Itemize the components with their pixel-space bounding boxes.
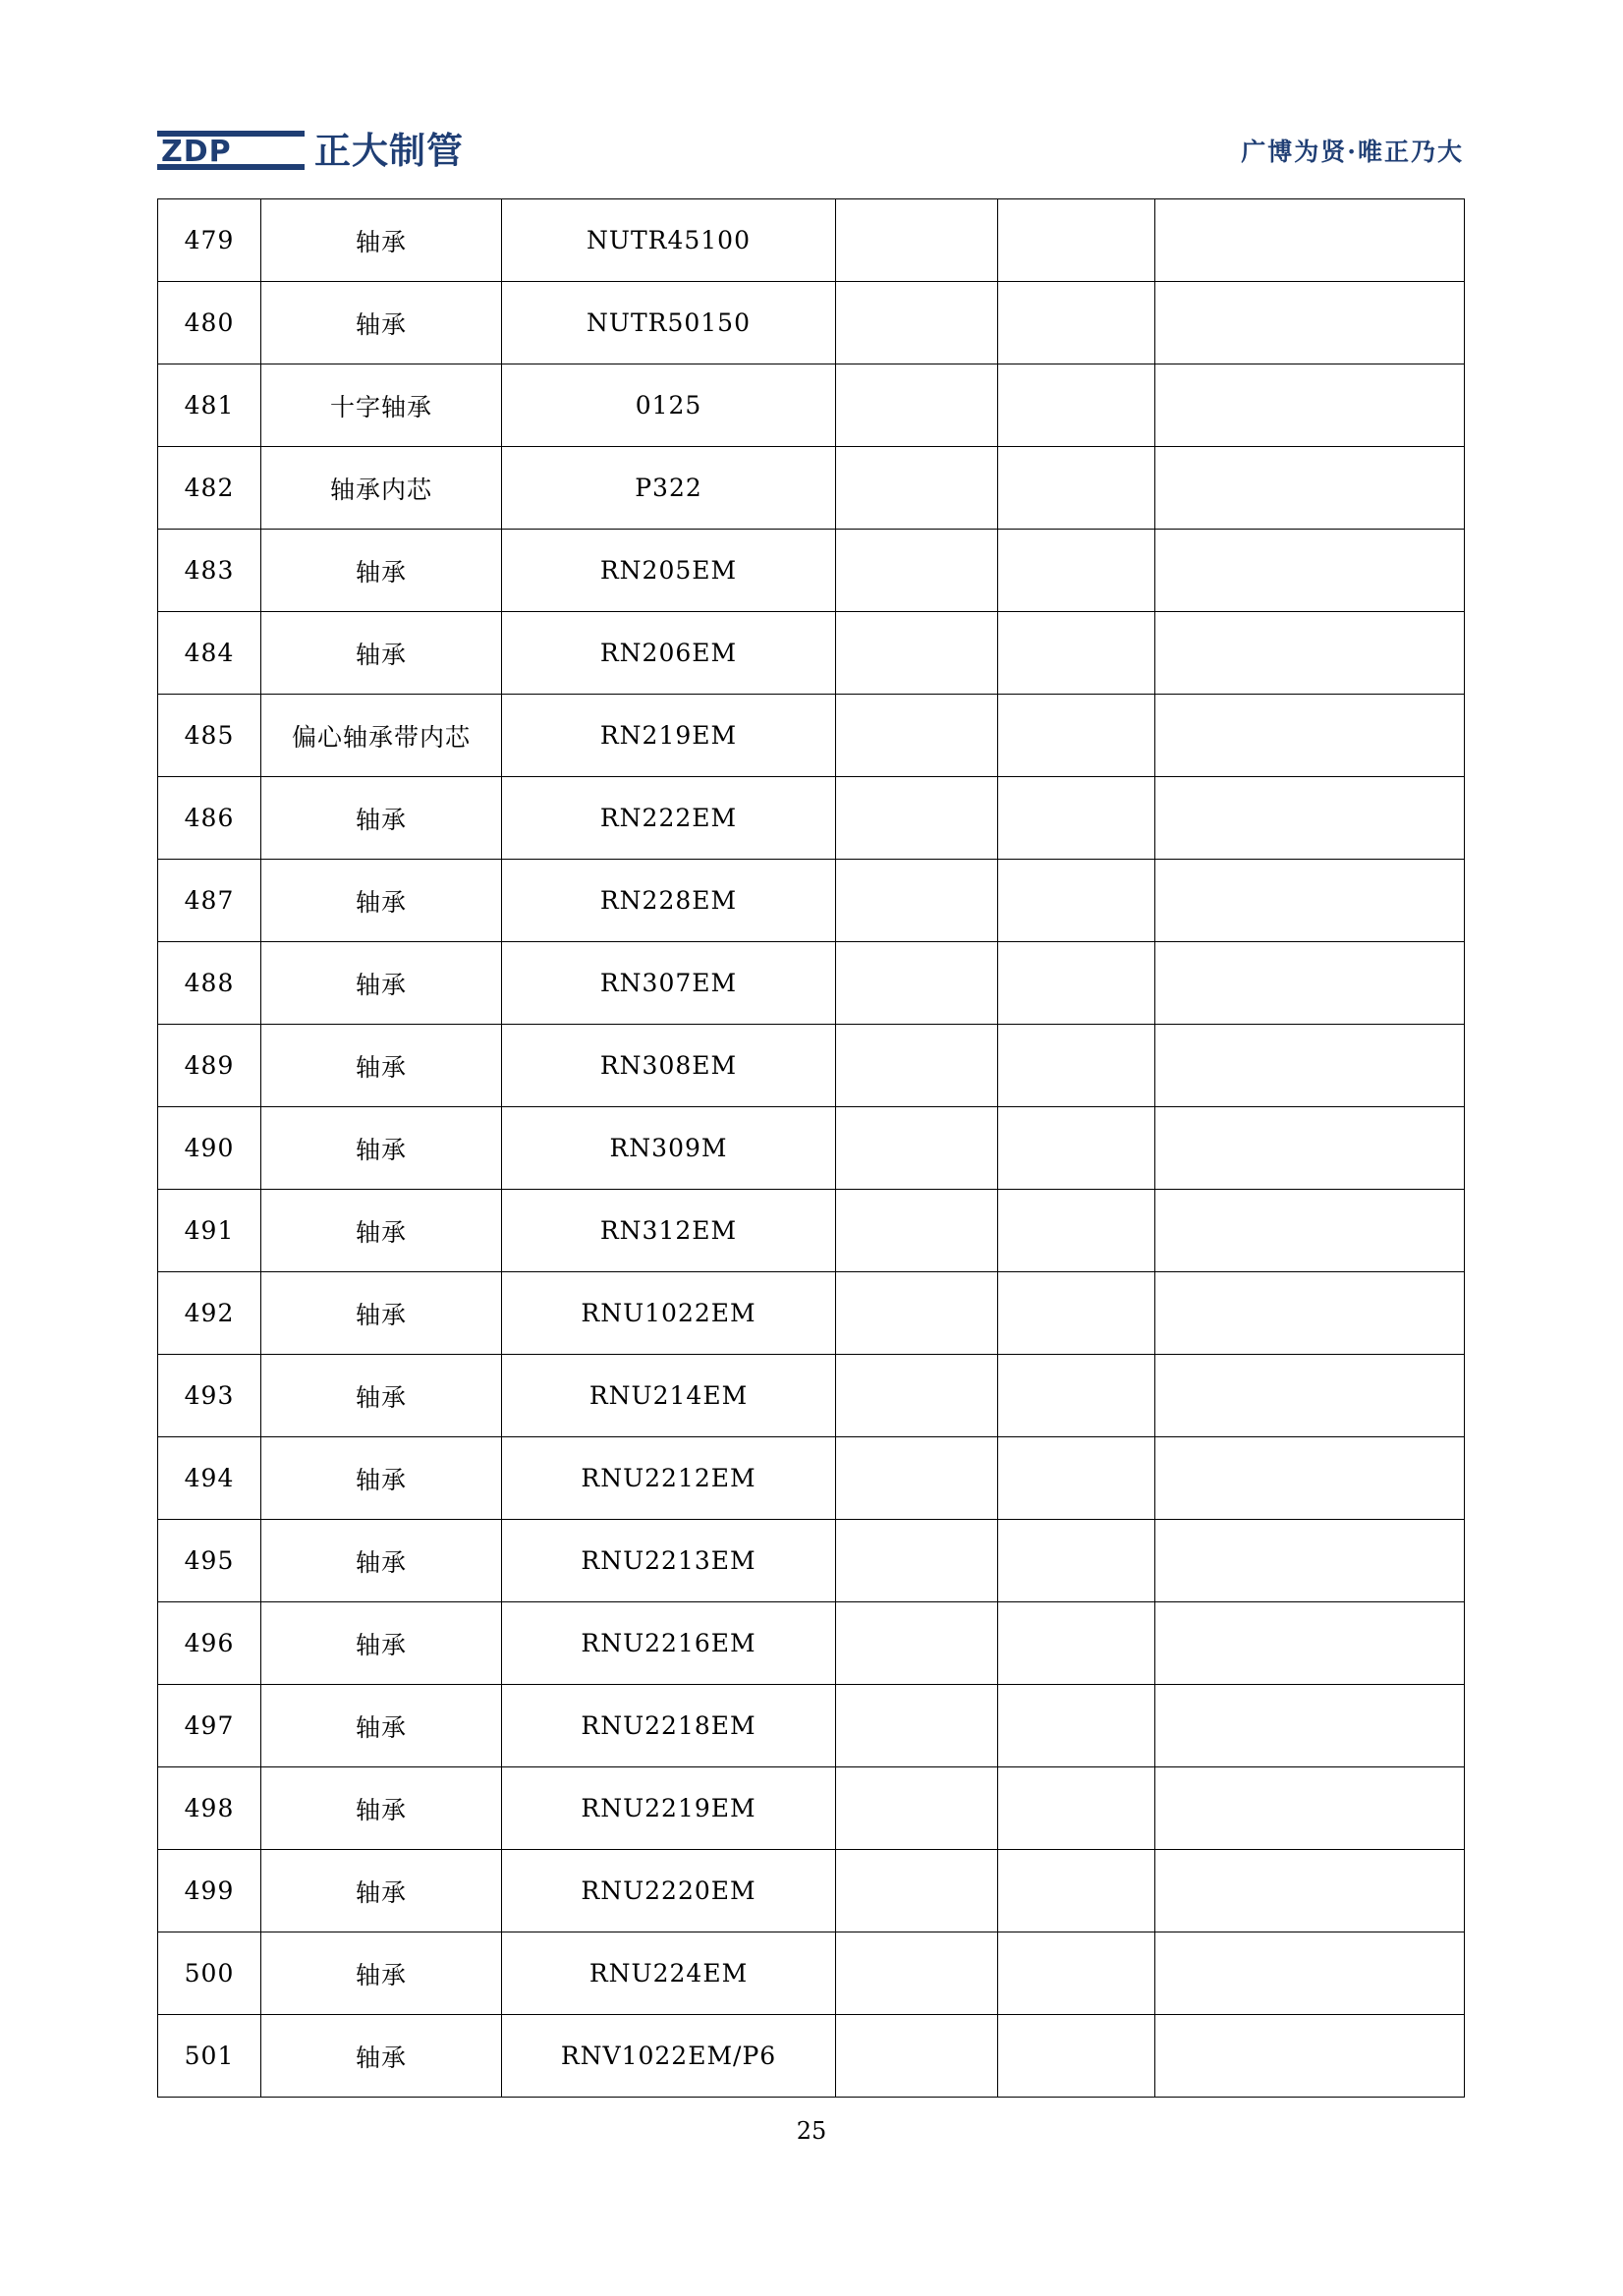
- cell-model: RN307EM: [502, 942, 836, 1025]
- cell-empty-1: [836, 1272, 998, 1355]
- cell-empty-1: [836, 695, 998, 777]
- cell-model: RN222EM: [502, 777, 836, 860]
- cell-name: 轴承: [261, 1850, 502, 1932]
- cell-empty-3: [1155, 1767, 1465, 1850]
- table-row: [158, 1272, 1465, 1355]
- cell-empty-1: [836, 364, 998, 447]
- table-row: [158, 530, 1465, 612]
- cell-model: RNU2213EM: [502, 1520, 836, 1602]
- cell-name: 轴承: [261, 1355, 502, 1437]
- cell-empty-3: [1155, 364, 1465, 447]
- cell-empty-3: [1155, 612, 1465, 695]
- table-row: [158, 282, 1465, 364]
- cell-empty-1: [836, 1602, 998, 1685]
- cell-empty-2: [998, 447, 1155, 530]
- cell-index: 496: [158, 1602, 261, 1685]
- cell-index: 485: [158, 695, 261, 777]
- cell-empty-1: [836, 1685, 998, 1767]
- cell-model: RN228EM: [502, 860, 836, 942]
- cell-index: 497: [158, 1685, 261, 1767]
- cell-name: 轴承: [261, 860, 502, 942]
- cell-model: RN205EM: [502, 530, 836, 612]
- cell-model: NUTR50150: [502, 282, 836, 364]
- parts-table-body: [158, 199, 1465, 2098]
- cell-empty-3: [1155, 1272, 1465, 1355]
- cell-empty-2: [998, 364, 1155, 447]
- cell-empty-3: [1155, 530, 1465, 612]
- cell-index: 490: [158, 1107, 261, 1190]
- cell-model: RNU2218EM: [502, 1685, 836, 1767]
- cell-empty-2: [998, 612, 1155, 695]
- cell-empty-3: [1155, 1025, 1465, 1107]
- cell-model: RN309M: [502, 1107, 836, 1190]
- cell-model: P322: [502, 447, 836, 530]
- cell-empty-1: [836, 1520, 998, 1602]
- table-row: [158, 777, 1465, 860]
- cell-empty-3: [1155, 777, 1465, 860]
- table-row: [158, 1850, 1465, 1932]
- cell-empty-1: [836, 1850, 998, 1932]
- cell-empty-3: [1155, 199, 1465, 282]
- cell-empty-1: [836, 1932, 998, 2015]
- cell-index: 494: [158, 1437, 261, 1520]
- cell-index: 493: [158, 1355, 261, 1437]
- cell-model: RN308EM: [502, 1025, 836, 1107]
- cell-index: 492: [158, 1272, 261, 1355]
- cell-empty-1: [836, 1355, 998, 1437]
- cell-empty-2: [998, 1355, 1155, 1437]
- cell-index: 500: [158, 1932, 261, 2015]
- page-header: [157, 116, 1464, 185]
- cell-empty-1: [836, 1767, 998, 1850]
- cell-index: 484: [158, 612, 261, 695]
- cell-name: 偏心轴承带内芯: [261, 695, 502, 777]
- cell-name: 轴承: [261, 1272, 502, 1355]
- cell-index: 498: [158, 1767, 261, 1850]
- cell-empty-2: [998, 777, 1155, 860]
- cell-empty-2: [998, 530, 1155, 612]
- cell-empty-1: [836, 612, 998, 695]
- cell-empty-2: [998, 1025, 1155, 1107]
- table-row: [158, 1107, 1465, 1190]
- table-row: [158, 1520, 1465, 1602]
- cell-empty-2: [998, 1272, 1155, 1355]
- company-logo: [157, 128, 464, 173]
- cell-name: 轴承: [261, 1025, 502, 1107]
- table-row: [158, 1602, 1465, 1685]
- cell-empty-3: [1155, 1355, 1465, 1437]
- cell-empty-1: [836, 777, 998, 860]
- cell-empty-2: [998, 1190, 1155, 1272]
- cell-index: 480: [158, 282, 261, 364]
- cell-model: RNU2220EM: [502, 1850, 836, 1932]
- cell-name: 轴承: [261, 1932, 502, 2015]
- table-row: [158, 2015, 1465, 2098]
- cell-name: 轴承: [261, 1602, 502, 1685]
- table-row: [158, 1355, 1465, 1437]
- cell-empty-3: [1155, 2015, 1465, 2098]
- cell-empty-3: [1155, 1107, 1465, 1190]
- cell-name: 轴承: [261, 942, 502, 1025]
- cell-model: 0125: [502, 364, 836, 447]
- cell-empty-1: [836, 447, 998, 530]
- table-row: [158, 199, 1465, 282]
- cell-empty-2: [998, 1932, 1155, 2015]
- cell-index: 482: [158, 447, 261, 530]
- cell-empty-3: [1155, 695, 1465, 777]
- cell-model: RN312EM: [502, 1190, 836, 1272]
- cell-name: 轴承: [261, 1520, 502, 1602]
- cell-model: NUTR45100: [502, 199, 836, 282]
- cell-name: 轴承: [261, 1685, 502, 1767]
- cell-empty-1: [836, 1107, 998, 1190]
- table-row: [158, 1685, 1465, 1767]
- cell-empty-1: [836, 530, 998, 612]
- parts-table: [157, 198, 1465, 2098]
- cell-index: 499: [158, 1850, 261, 1932]
- cell-empty-2: [998, 1602, 1155, 1685]
- cell-index: 489: [158, 1025, 261, 1107]
- cell-empty-2: [998, 1767, 1155, 1850]
- cell-empty-3: [1155, 282, 1465, 364]
- cell-name: 轴承: [261, 777, 502, 860]
- cell-index: 487: [158, 860, 261, 942]
- cell-name: 轴承: [261, 1437, 502, 1520]
- cell-name: 十字轴承: [261, 364, 502, 447]
- cell-name: 轴承: [261, 530, 502, 612]
- cell-model: RNU1022EM: [502, 1272, 836, 1355]
- cell-name: 轴承: [261, 1190, 502, 1272]
- table-row: [158, 364, 1465, 447]
- cell-empty-1: [836, 1190, 998, 1272]
- cell-empty-3: [1155, 1190, 1465, 1272]
- table-row: [158, 447, 1465, 530]
- table-row: [158, 942, 1465, 1025]
- cell-index: 483: [158, 530, 261, 612]
- cell-empty-2: [998, 1685, 1155, 1767]
- cell-empty-1: [836, 1437, 998, 1520]
- cell-empty-2: [998, 1107, 1155, 1190]
- cell-empty-2: [998, 199, 1155, 282]
- cell-empty-2: [998, 282, 1155, 364]
- svg-text:ZDP: ZDP: [161, 135, 232, 169]
- cell-empty-3: [1155, 447, 1465, 530]
- cell-empty-3: [1155, 1685, 1465, 1767]
- table-row: [158, 860, 1465, 942]
- cell-index: 495: [158, 1520, 261, 1602]
- cell-empty-3: [1155, 1520, 1465, 1602]
- cell-empty-2: [998, 860, 1155, 942]
- company-name-cn: 正大制管: [314, 129, 464, 172]
- cell-empty-3: [1155, 1932, 1465, 2015]
- cell-empty-1: [836, 860, 998, 942]
- cell-empty-2: [998, 2015, 1155, 2098]
- cell-model: RN219EM: [502, 695, 836, 777]
- cell-model: RNU214EM: [502, 1355, 836, 1437]
- cell-empty-1: [836, 199, 998, 282]
- cell-index: 486: [158, 777, 261, 860]
- cell-empty-2: [998, 1850, 1155, 1932]
- cell-index: 491: [158, 1190, 261, 1272]
- page-number: 25: [796, 2117, 827, 2145]
- cell-name: 轴承: [261, 612, 502, 695]
- cell-index: 488: [158, 942, 261, 1025]
- cell-model: RNU2219EM: [502, 1767, 836, 1850]
- cell-index: 479: [158, 199, 261, 282]
- cell-name: 轴承: [261, 1107, 502, 1190]
- cell-empty-2: [998, 1520, 1155, 1602]
- cell-empty-1: [836, 1025, 998, 1107]
- table-row: [158, 612, 1465, 695]
- table-row: [158, 1025, 1465, 1107]
- cell-model: RNU2212EM: [502, 1437, 836, 1520]
- cell-empty-3: [1155, 860, 1465, 942]
- cell-name: 轴承: [261, 282, 502, 364]
- table-row: [158, 1190, 1465, 1272]
- cell-empty-2: [998, 1437, 1155, 1520]
- cell-index: 481: [158, 364, 261, 447]
- cell-name: 轴承: [261, 2015, 502, 2098]
- zdp-logo-icon: [157, 128, 305, 173]
- cell-empty-3: [1155, 1850, 1465, 1932]
- company-slogan: 广博为贤·唯正乃大: [1241, 138, 1464, 166]
- cell-name: 轴承内芯: [261, 447, 502, 530]
- table-row: [158, 1437, 1465, 1520]
- cell-empty-2: [998, 695, 1155, 777]
- cell-name: 轴承: [261, 1767, 502, 1850]
- cell-model: RNV1022EM/P6: [502, 2015, 836, 2098]
- cell-name: 轴承: [261, 199, 502, 282]
- cell-model: RNU224EM: [502, 1932, 836, 2015]
- table-row: [158, 1932, 1465, 2015]
- cell-empty-2: [998, 942, 1155, 1025]
- cell-model: RN206EM: [502, 612, 836, 695]
- cell-empty-3: [1155, 1437, 1465, 1520]
- table-row: [158, 695, 1465, 777]
- cell-model: RNU2216EM: [502, 1602, 836, 1685]
- cell-empty-3: [1155, 1602, 1465, 1685]
- cell-empty-1: [836, 2015, 998, 2098]
- cell-index: 501: [158, 2015, 261, 2098]
- table-row: [158, 1767, 1465, 1850]
- cell-empty-1: [836, 942, 998, 1025]
- cell-empty-1: [836, 282, 998, 364]
- cell-empty-3: [1155, 942, 1465, 1025]
